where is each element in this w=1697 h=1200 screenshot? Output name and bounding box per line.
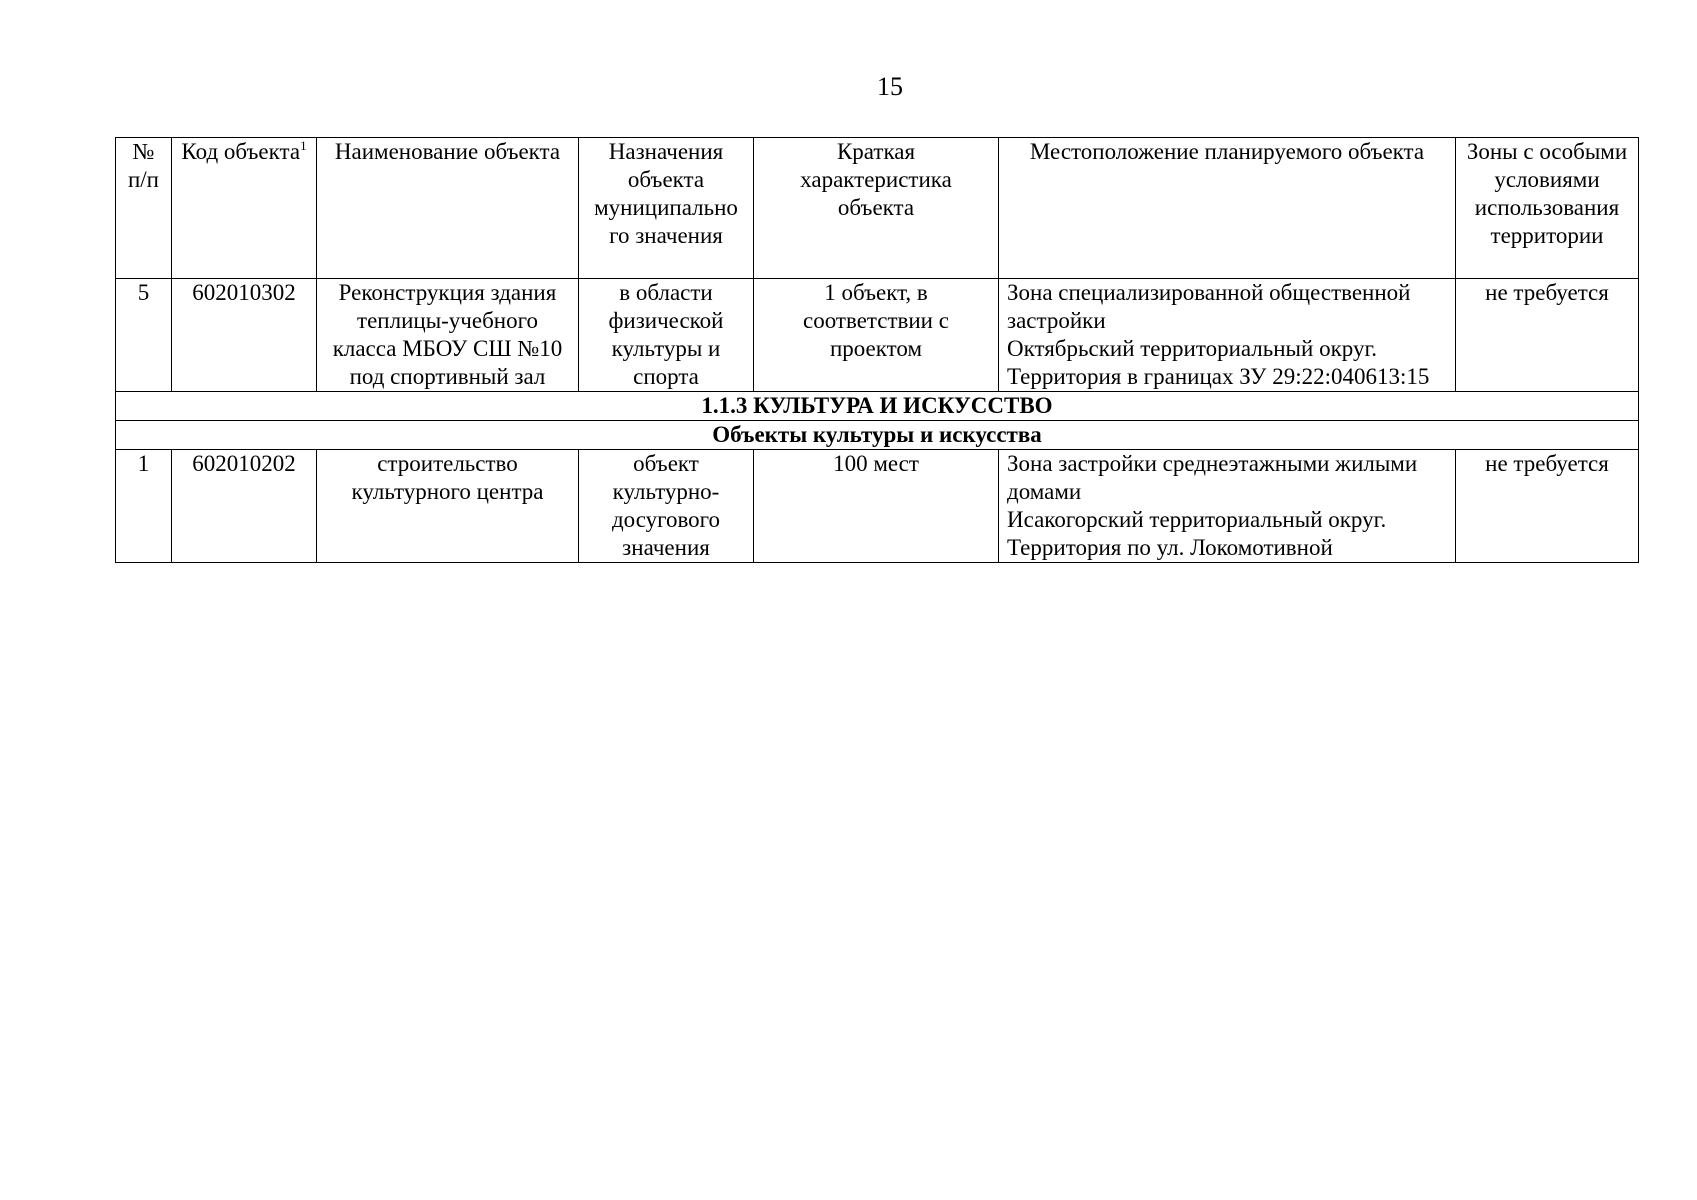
row-code: 602010202	[172, 450, 317, 563]
header-name: Наименование объекта	[317, 138, 579, 279]
header-purpose: Назначения объекта муниципально го значения	[579, 138, 754, 279]
code-footnote-mark: 1	[300, 138, 307, 153]
row-location	[999, 450, 1456, 563]
location-district: Исакогорский территориальный округ.	[1007, 507, 1387, 532]
row-purpose: в области физической культуры и спорта	[579, 279, 754, 392]
table-row	[116, 450, 1639, 563]
section-row	[116, 392, 1639, 421]
planned-objects-table	[115, 137, 1639, 563]
row-name: строительство культурного центра	[317, 450, 579, 563]
location-zone: Зона застройки среднеэтажными жилыми домами	[1007, 451, 1418, 504]
row-purpose: объект культурно-досугового значения	[579, 450, 754, 563]
row-characteristic: 100 мест	[754, 450, 999, 563]
header-num: № п/п	[116, 138, 172, 279]
location-territory: Территория в границах ЗУ 29:22:040613:15	[1007, 364, 1430, 389]
page-number: 15	[877, 72, 903, 101]
row-code: 602010302	[172, 279, 317, 392]
row-num: 5	[116, 279, 172, 392]
location-district: Октябрьский территориальный округ.	[1007, 336, 1378, 361]
subsection-row	[116, 421, 1639, 450]
row-zones: не требуется	[1456, 450, 1639, 563]
header-code: Код объекта$^1$	[172, 138, 317, 279]
section-title: 1.1.3 КУЛЬТУРА И ИСКУССТВО	[116, 392, 1639, 421]
row-zones: не требуется	[1456, 279, 1639, 392]
table-header-row	[116, 138, 1639, 279]
header-characteristic: Краткая характеристика объекта	[754, 138, 999, 279]
row-location	[999, 279, 1456, 392]
location-zone: Зона специализированной общественной застройки	[1007, 280, 1411, 333]
header-location: Местоположение планируемого объекта	[999, 138, 1456, 279]
table-row	[116, 279, 1639, 392]
header-zones: Зоны с особыми условиями использования территории	[1456, 138, 1639, 279]
subsection-title: Объекты культуры и искусства	[116, 421, 1639, 450]
row-name: Реконструкция здания теплицы-учебного класса МБОУ СШ №10 под спортивный зал	[317, 279, 579, 392]
row-characteristic: 1 объект, в соответствии с проектом	[754, 279, 999, 392]
row-num: 1	[116, 450, 172, 563]
location-territory: Территория по ул. Локомотивной	[1007, 535, 1333, 560]
